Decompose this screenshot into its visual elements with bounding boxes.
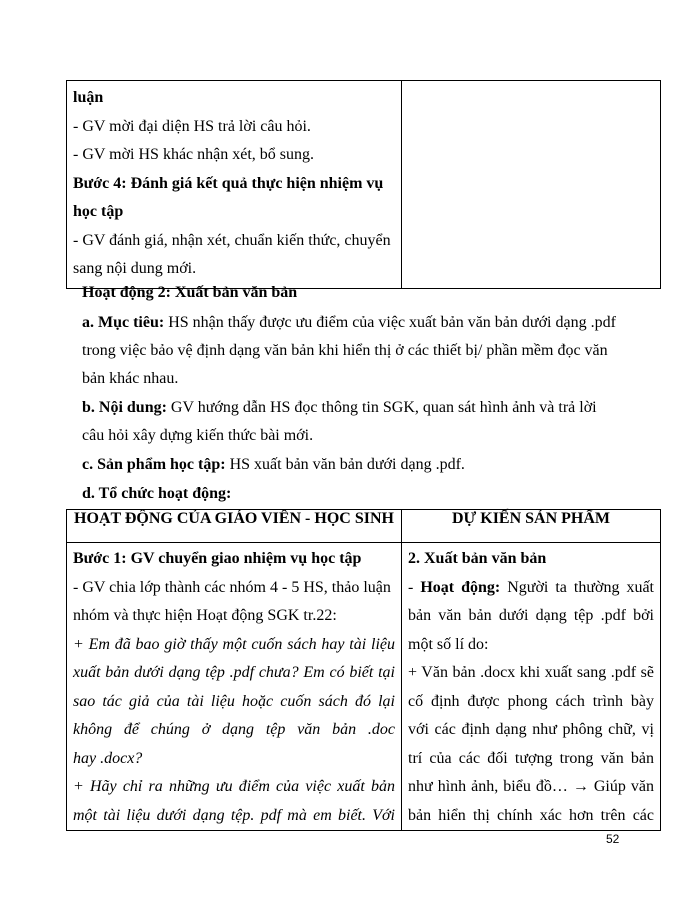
- step-heading: Bước 4: Đánh giá kết quả thực hiện nhiệm vụ: [73, 174, 384, 192]
- header-teacher-student: HOẠT ĐỘNG CỦA GIÁO VIÊN - HỌC SINH: [67, 510, 402, 543]
- continuation-left-cell: [67, 81, 402, 289]
- expected-product-cell: [402, 543, 661, 831]
- product-line: một số lí do:: [408, 635, 489, 653]
- section-title: 2. Xuất bản văn bản: [408, 550, 547, 567]
- goal-line-3: bản khác nhau.: [82, 370, 179, 387]
- goal-label: a. Mục tiêu:: [82, 314, 165, 331]
- text-line: - GV mời đại diện HS trả lời câu hỏi.: [73, 117, 311, 135]
- product-text: Người ta thường xuất: [507, 578, 654, 596]
- question-line: + Hãy chỉ ra những ưu điểm của việc xuất bản: [73, 778, 395, 795]
- question-line: sao tác giả của tài liệu hoặc cuốn sách đó lại: [73, 692, 395, 710]
- content-line-2: câu hỏi xây dựng kiến thức bài mới.: [82, 427, 314, 444]
- product-line: [82, 456, 602, 474]
- activity-table: [66, 509, 661, 831]
- product-line: bản hiển thị chính xác hơn trên các: [408, 806, 654, 824]
- question-line: xuất bản dưới dạng tệp .pdf chưa? Em có biết tại: [73, 664, 395, 681]
- product-line: như hình ảnh, biểu đồ… → Giúp văn: [408, 778, 654, 795]
- question-line: không để chúng ở dạng tệp văn bản .doc: [73, 721, 395, 738]
- text-line: - GV đánh giá, nhận xét, chuẩn kiến thức, chuyển: [73, 231, 391, 249]
- product-line: bản văn bản dưới dạng tệp .pdf bởi: [408, 607, 654, 624]
- text-line: - GV chia lớp thành các nhóm 4 - 5 HS, thảo luận: [73, 578, 391, 596]
- text-line: luận: [73, 89, 104, 106]
- continuation-right-cell: [402, 81, 661, 289]
- page-number: 52: [606, 832, 620, 846]
- content-label: b. Nội dung:: [82, 399, 167, 416]
- question-line: một tài liệu dưới dạng tệp. pdf mà em biết. Với: [73, 806, 395, 824]
- activity-label: Hoạt động:: [420, 578, 501, 596]
- step-1-title: Bước 1: GV chuyển giao nhiệm vụ học tập: [73, 550, 362, 567]
- product-line: trí của các đối tượng trong văn bản: [408, 749, 654, 767]
- content-line-1: [82, 399, 602, 417]
- question-line: + Em đã bao giờ thấy một cuốn sách hay tài liệu: [73, 635, 395, 653]
- activity-heading: Hoạt động 2: Xuất bản văn bản: [82, 284, 298, 301]
- goal-line-2: trong việc bảo vệ định dạng văn bản khi hiển thị ở các thiết bị/ phần mềm đọc văn: [82, 342, 608, 359]
- continuation-table: [66, 80, 661, 289]
- product-line: cố định được phong cách trình bày: [408, 692, 654, 710]
- product-line: với các định dạng như phông chữ, vị: [408, 721, 654, 738]
- product-label: c. Sản phẩm học tập:: [82, 456, 226, 473]
- teacher-student-cell: [67, 543, 402, 831]
- content-text: GV hướng dẫn HS đọc thông tin SGK, quan sát hình ảnh và trả lời: [170, 399, 597, 416]
- header-expected-product: DỰ KIẾN SẢN PHẨM: [402, 510, 661, 543]
- step-heading-cont: học tập: [73, 203, 124, 220]
- text-line: - GV mời HS khác nhận xét, bổ sung.: [73, 146, 315, 163]
- product-line: + Văn bản .docx khi xuất sang .pdf sẽ: [408, 664, 654, 681]
- organization-label: d. Tổ chức hoạt động:: [82, 485, 232, 502]
- goal-text: HS nhận thấy được ưu điểm của việc xuất bản văn bản dưới dạng .pdf: [168, 314, 616, 331]
- product-text: HS xuất bản văn bản dưới dạng .pdf.: [229, 456, 465, 473]
- goal-line-1: [82, 314, 616, 332]
- text-line: sang nội dung mới.: [73, 260, 197, 277]
- question-line: hay .docx?: [73, 749, 143, 767]
- text-line: nhóm và thực hiện Hoạt động SGK tr.22:: [73, 607, 337, 624]
- product-line: - Hoạt động: Người ta thường xuất: [408, 578, 654, 596]
